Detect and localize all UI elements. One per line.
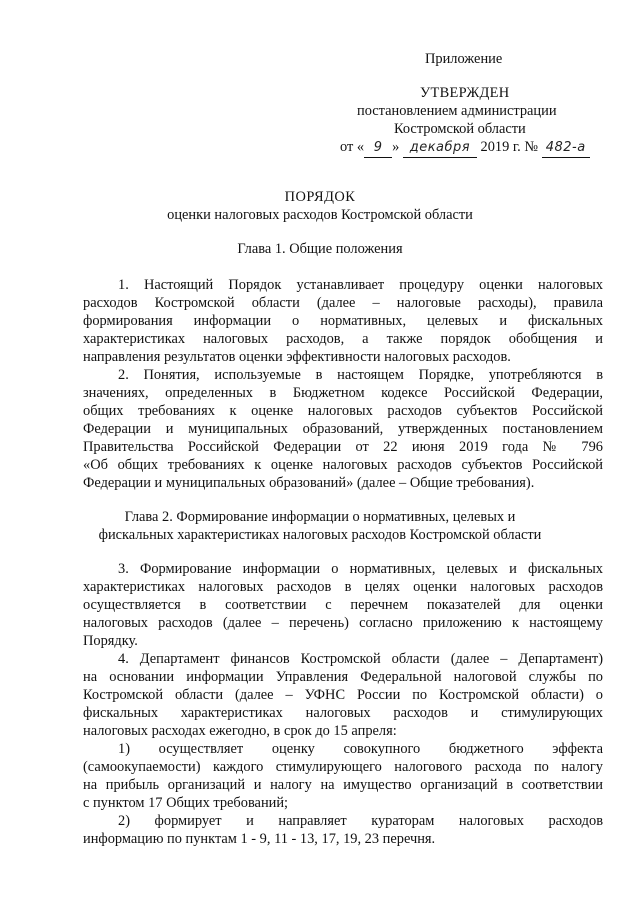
handwritten-month: декабря bbox=[409, 140, 471, 155]
chapter-1-line: «Об общих требованиях к оценке налоговых расходов субъектов Российской bbox=[83, 457, 603, 473]
date-year: 2019 г. № bbox=[480, 139, 539, 155]
date-mid: » bbox=[392, 139, 400, 155]
chapter-2-line: 3. Формирование информации о нормативных, целевых и фискальных bbox=[118, 561, 603, 577]
date-prefix: от « bbox=[340, 139, 365, 155]
chapter-2-heading: Глава 2. Формирование информации о нормативных, целевых и bbox=[124, 509, 516, 525]
approval-by-line: постановлением администрации bbox=[357, 103, 557, 119]
chapter-2-line: Костромской области (далее – УФНС России по Костромской области) о bbox=[83, 687, 603, 703]
chapter-1-line: Федерации и муниципальных образований, утвержденных постановлением bbox=[83, 421, 603, 437]
approved-label: УТВЕРЖДЕН bbox=[420, 85, 510, 101]
chapter-1-line: расходов Костромской области (далее – налоговые расходы), правила bbox=[83, 295, 603, 311]
chapter-2-line: (самоокупаемости) каждого стимулирующего налогового расхода по налогу bbox=[83, 759, 603, 775]
chapter-1-line: формирования информации о нормативных, целевых и фискальных bbox=[83, 313, 603, 329]
chapter-2-line: на основании информации Управления Федеральной налоговой службы по bbox=[83, 669, 603, 685]
chapter-2-line: 1) осуществляет оценку совокупного бюджетного эффекта bbox=[118, 741, 603, 757]
document-subtitle: оценки налоговых расходов Костромской области bbox=[167, 207, 473, 223]
chapter-2-line: 2) формирует и направляет кураторам налоговых расходов bbox=[118, 813, 603, 829]
chapter-1-line: характеристиках налоговых расходов, а также порядок обобщения и bbox=[83, 331, 603, 347]
chapter-2-line: фискальных характеристиках налоговых расходов и стимулирующих bbox=[83, 705, 603, 721]
chapter-2-line: информацию по пунктам 1 - 9, 11 - 13, 17, 19, 23 перечня. bbox=[83, 831, 436, 847]
chapter-1-line: 1. Настоящий Порядок устанавливает процедуру оценки налоговых bbox=[118, 277, 603, 293]
document-title: ПОРЯДОК bbox=[284, 189, 356, 205]
approval-date-line bbox=[340, 138, 590, 158]
handwritten-day: 9 bbox=[373, 140, 383, 155]
chapter-2-heading: фискальных характеристиках налоговых расходов Костромской области bbox=[98, 527, 542, 543]
chapter-2-line: с пунктом 17 Общих требований; bbox=[83, 795, 289, 811]
appendix-label: Приложение bbox=[425, 51, 503, 67]
chapter-2-line: налоговых расходах ежегодно, в срок до 15 апреля: bbox=[83, 723, 397, 739]
chapter-1-line: Правительства Российской Федерации от 22 июня 2019 года № 796 bbox=[83, 439, 603, 455]
chapter-2-line: на прибыль организаций и налогу на имущество организаций в соответствии bbox=[83, 777, 603, 793]
chapter-2-line: осуществляется в соответствии с перечнем показателей для оценки bbox=[83, 597, 603, 613]
approval-region: Костромской области bbox=[394, 121, 526, 137]
chapter-2-line: характеристиках налоговых расходов в целях оценки налоговых расходов bbox=[83, 579, 603, 595]
chapter-2-line: Порядку. bbox=[83, 633, 138, 649]
chapter-1-line: направления результатов оценки эффективности налоговых расходов. bbox=[83, 349, 511, 365]
chapter-1-line: Федерации и муниципальных образований» (далее – Общие требования). bbox=[83, 475, 535, 491]
chapter-1-line: значениях, определенных в Бюджетном кодексе Российской Федерации, bbox=[83, 385, 603, 401]
chapter-1-line: 2. Понятия, используемые в настоящем Порядке, употребляются в bbox=[118, 367, 603, 383]
chapter-1-heading: Глава 1. Общие положения bbox=[237, 241, 403, 257]
handwritten-number: 482-а bbox=[545, 140, 586, 155]
chapter-2-line: 4. Департамент финансов Костромской области (далее – Департамент) bbox=[118, 651, 603, 667]
chapter-1-line: общих требованиях к оценке налоговых расходов субъектов Российской bbox=[83, 403, 603, 419]
chapter-2-line: налоговых расходов (далее – перечень) согласно приложению к настоящему bbox=[83, 615, 603, 631]
